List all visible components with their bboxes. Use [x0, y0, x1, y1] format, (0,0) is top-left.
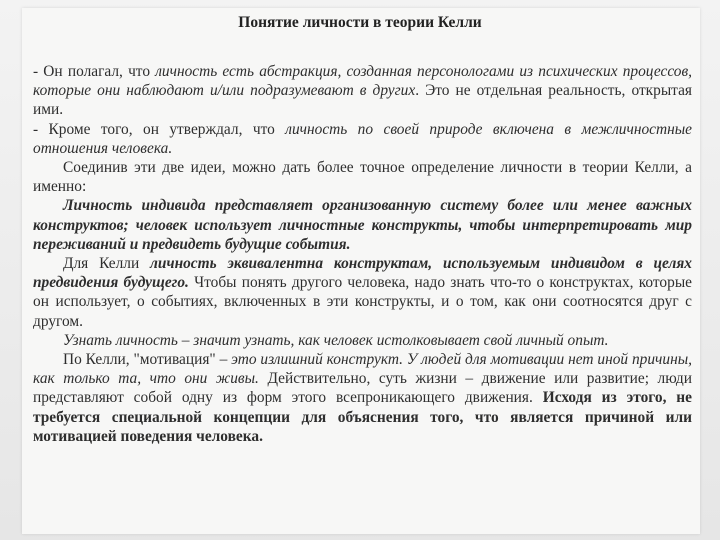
text-run-bold-italic: личность эквивалентна конструктам, используемым индивидом в целях предвидения будущего. — [33, 255, 692, 292]
text-run-bold: . — [259, 427, 263, 445]
text-run: Чтобы понять другого человека, надо знать что-то о конструктах, которые он использует, о событиях, включенных в эти конструкты, и о том, как они соотносятся друг с другом. — [33, 274, 692, 330]
text-run: Соединив эти две идеи, можно дать более точное определение личности в теории Келли, а именно: — [33, 159, 692, 196]
paragraph-7 — [33, 350, 692, 446]
paragraph-2 — [33, 120, 692, 158]
page-title: Понятие личности в теории Келли — [238, 14, 482, 31]
text-run-italic: личность есть абстракция, созданная персонологами из психических процессов, которые они наблюдают и/или подразумевают в других — [33, 63, 693, 100]
paragraph-1 — [33, 62, 692, 120]
text-run: - Кроме того, он утверждал, что — [33, 120, 286, 138]
text-run-italic: Узнать личность – значит узнать, как человек истолковывает свой личный опыт. — [63, 331, 609, 349]
text-run: - Он полагал, что — [33, 63, 156, 80]
document-body — [33, 62, 692, 446]
paragraph-4-definition — [33, 196, 692, 254]
text-run: . Это не отдельная реальность, открытая ими. — [33, 82, 693, 119]
text-run-bold-italic: Личность индивида представляет организованную систему более или менее важных конструктов; человек использует личностные конструкты, чтобы интерпретировать мир переживаний и предвидеть будущие события. — [33, 197, 692, 253]
paragraph-6 — [33, 331, 692, 350]
text-run: Для Келли — [63, 255, 151, 273]
text-run: По Келли, "мотивация" – — [63, 351, 232, 369]
text-run: Действительно, суть жизни – движение или развитие; люди представляют собой одну из форм этого всепроникающего движения. — [33, 370, 692, 407]
text-run-italic: это излишний конструкт. У людей для мотивации нет иной причины, как только та, что они живы. — [33, 351, 692, 388]
paragraph-3 — [33, 158, 692, 196]
text-run-bold: Исходя из этого, не требуется специальной концепции для объяснения того, что является причиной или мотивацией поведения человека — [33, 389, 693, 445]
paragraph-5 — [33, 254, 692, 331]
text-run-italic: личность по своей природе включена в межличностные отношения человека. — [33, 120, 692, 157]
